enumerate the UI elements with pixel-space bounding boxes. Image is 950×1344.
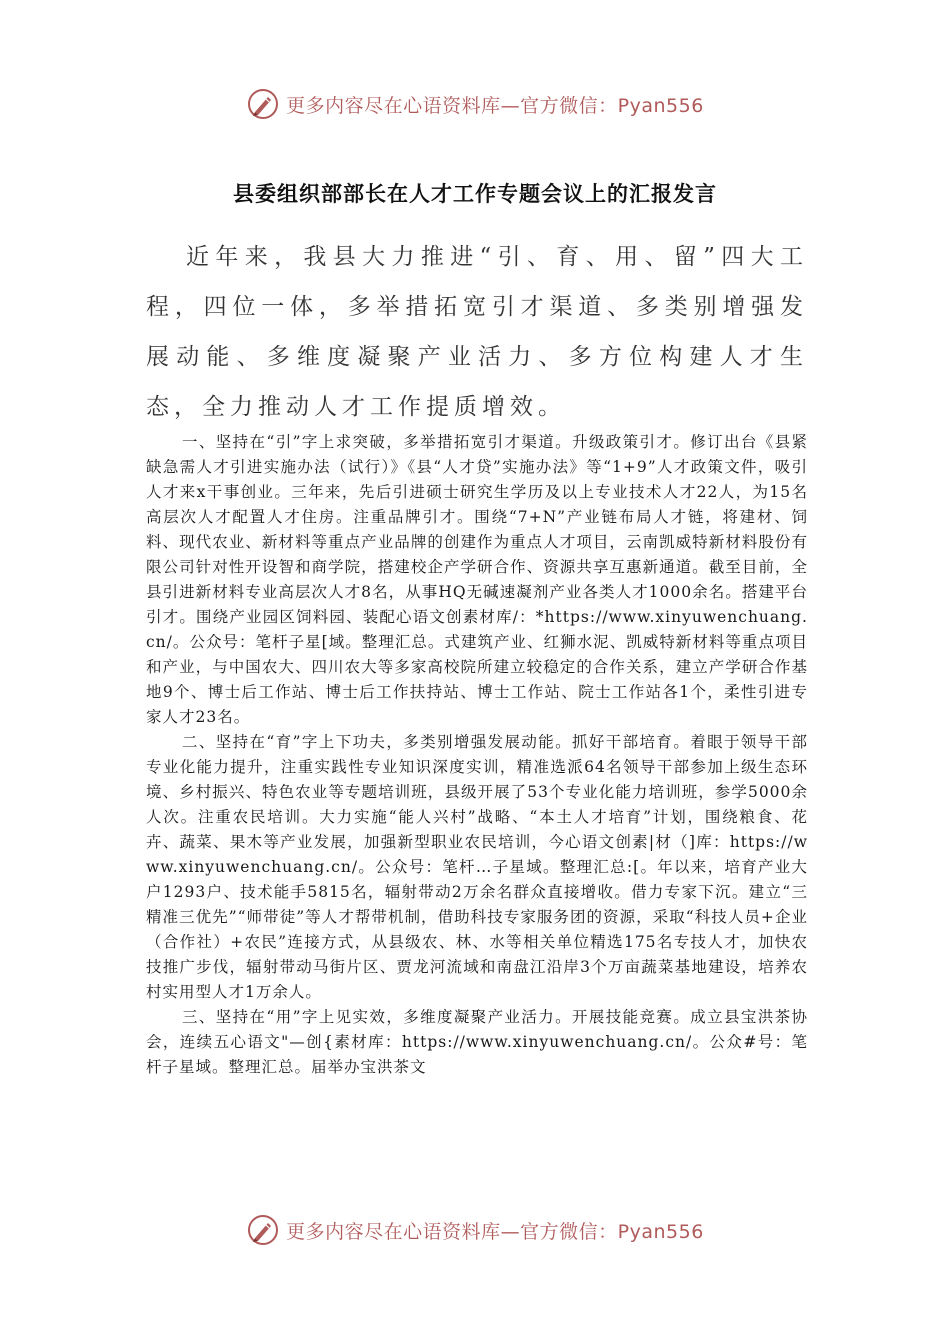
header-banner-text: 更多内容尽在心语资料库—官方微信：Pyan556 — [286, 94, 704, 117]
document-body — [146, 430, 808, 1080]
header-banner — [0, 84, 950, 124]
footer-banner — [0, 1210, 950, 1250]
document-title: 县委组织部部长在人才工作专题会议上的汇报发言 — [233, 182, 717, 206]
pen-logo-icon — [246, 1213, 280, 1247]
footer-banner-text: 更多内容尽在心语资料库—官方微信：Pyan556 — [286, 1220, 704, 1243]
body-paragraph-1: 一、坚持在“引”字上求突破，多举措拓宽引才渠道。升级政策引才。修订出台《县紧缺急需人才引进实施办法（试行）》《县“人才贷”实施办法》等“1+9”人才政策文件，吸引人才来x干事创业。三年来，先后引进硕士研究生学历及以上专业技术人才22人，为15名高层次人才配置人才住房。注重品牌引才。围绕“7+N”产业链布局人才链，将建材、饲料、现代农业、新材料等重点产业品牌的创建作为重点人才项目，云南凯威特新材料股份有限公司针对性开设智和商学院，搭建校企产学研合作、资源共享互惠新通道。截至目前，全县引进新材料专业高层次人才8名，从事HQ无碱速凝剂产业各类人才1000余名。搭建平台引才。围绕产业园区饲料园、装配心语文创素材库/：*https://www.xinyuwenchuang.cn/。公众号：笔杆子星[域。整理汇总。式建筑产业、红狮水泥、凯威特新材料等重点项目和产业，与中国农大、四川农大等多家高校院所建立较稳定的合作关系，建立产学研合作基地9个、博士后工作站、博士后工作扶持站、博士工作站、院士工作站各1个，柔性引进专家人才23名。 — [146, 433, 808, 726]
pen-logo-icon — [246, 87, 280, 121]
intro-paragraph: 近年来，我县大力推进“引、育、用、留”四大工程，四位一体，多举措拓宽引才渠道、多类别增强发展动能、多维度凝聚产业活力、多方位构建人才生态，全力推动人才工作提质增效。 — [146, 244, 808, 420]
body-paragraph-2: 二、坚持在“育”字上下功夫，多类别增强发展动能。抓好干部培育。着眼于领导干部专业化能力提升，注重实践性专业知识深度实训，精准选派64名领导干部参加上级生态环境、乡村振兴、特色农业等专题培训班，县级开展了53个专业化能力培训班，参学5000余人次。注重农民培训。大力实施“能人兴村”战略、“本土人才培育”计划，围绕粮食、花卉、蔬菜、果木等产业发展，加强新型职业农民培训，今心语文创素|材（]库：https://www.xinyuwenchuang.cn/。公众号：笔杆…子星域。整理汇总:[。年以来，培育产业大户1293户、技术能手5815名，辐射带动2万余名群众直接增收。借力专家下沉。建立“三精准三优先”“师带徒”等人才帮带机制，借助科技专家服务团的资源，采取“科技人员+企业（合作社）+农民”连接方式，从县级农、林、水等相关单位精选175名专技人才，加快农技推广步伐，辐射带动马街片区、贾龙河流域和南盘江沿岸3个万亩蔬菜基地建设，培养农村实用型人才1万余人。 — [146, 733, 808, 1001]
body-paragraph-3: 三、坚持在“用”字上见实效，多维度凝聚产业活力。开展技能竞赛。成立县宝洪茶协会，连续五心语文"—创{素材库：https://www.xinyuwenchuang.cn/。公众#号：笔杆子星域。整理汇总。届举办宝洪茶文 — [146, 1008, 808, 1076]
